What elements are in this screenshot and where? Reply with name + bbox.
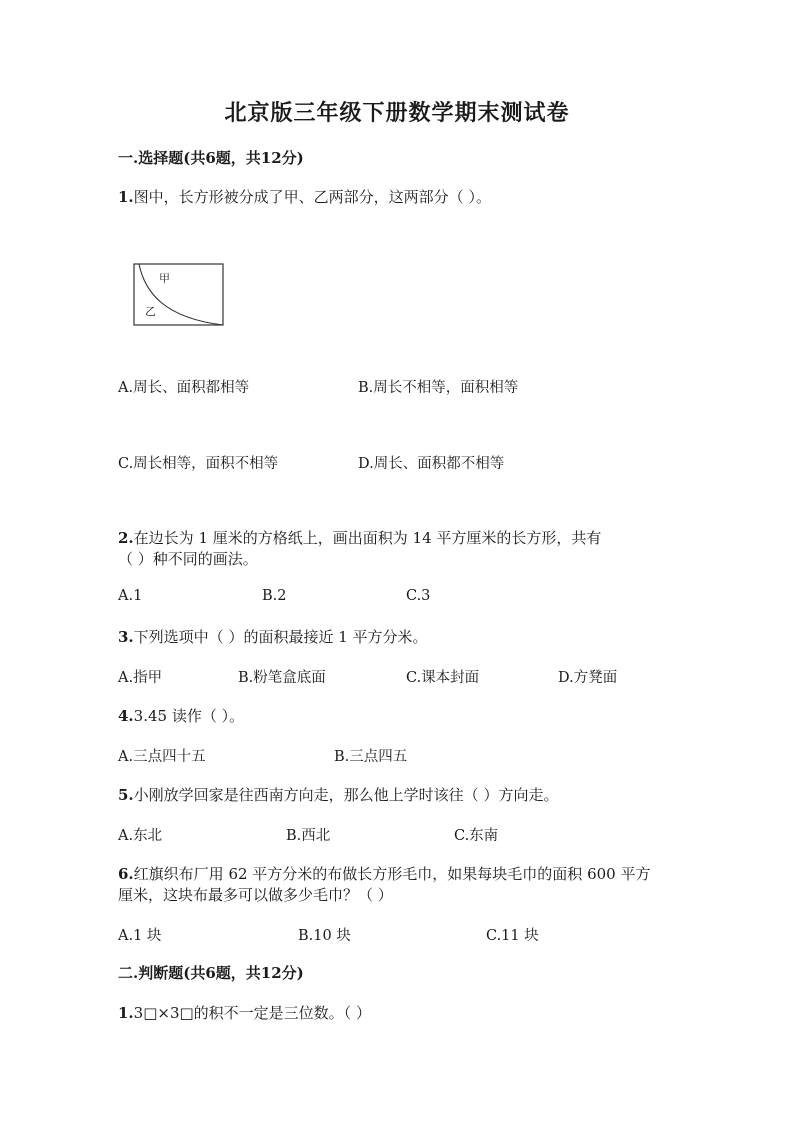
- question-text: 3□×3□的积不一定是三位数。（ ）: [133, 1004, 371, 1022]
- question-text: 在边长为 1 厘米的方格纸上，画出面积为 14 平方厘米的长方形，共有: [133, 529, 602, 547]
- q2-option-a: A.1: [118, 588, 143, 604]
- question-number: 1.: [118, 1004, 134, 1022]
- q5-option-b: B.西北: [286, 828, 331, 844]
- q3-option-a: A.指甲: [118, 670, 163, 686]
- q4-option-b: B.三点四五: [334, 749, 408, 765]
- q4-option-a: A.三点四十五: [118, 749, 206, 765]
- page-title: 北京版三年级下册数学期末测试卷: [224, 100, 570, 126]
- q1-option-c: C.周长相等，面积不相等: [118, 456, 279, 472]
- question-text: 下列选项中（ ）的面积最接近 1 平方分米。: [133, 628, 428, 646]
- section-heading-choice: 一.选择题(共6题，共12分): [118, 149, 304, 167]
- rectangle-split-figure: [133, 263, 227, 329]
- q1-option-d: D.周长、面积都不相等: [358, 456, 505, 472]
- question-number: 6.: [118, 865, 134, 883]
- question-3: [118, 626, 428, 647]
- q1-option-b: B.周长不相等，面积相等: [358, 380, 519, 396]
- question-4: [118, 705, 244, 726]
- question-number: 4.: [118, 707, 134, 725]
- question-6-line2: 厘米，这块布最多可以做多少毛巾？（ ）: [118, 886, 393, 904]
- q6-option-a: A.1 块: [118, 928, 162, 944]
- question-2-line2: （ ）种不同的画法。: [118, 550, 258, 568]
- question-text: 红旗织布厂用 62 平方分米的布做长方形毛巾，如果每块毛巾的面积 600 平方: [133, 865, 651, 883]
- question-number: 5.: [118, 786, 134, 804]
- q2-option-c: C.3: [406, 588, 431, 604]
- q3-option-d: D.方凳面: [558, 670, 618, 686]
- q6-option-c: C.11 块: [486, 928, 539, 944]
- q3-option-c: C.课本封面: [406, 670, 480, 686]
- question-number: 1.: [118, 188, 134, 206]
- question-text: 图中，长方形被分成了甲、乙两部分，这两部分（ ）。: [133, 188, 491, 206]
- question-6: [118, 863, 650, 884]
- question-text: 小刚放学回家是往西南方向走，那么他上学时该往（ ）方向走。: [133, 786, 559, 804]
- q5-option-c: C.东南: [454, 828, 499, 844]
- figure-label-yi: 乙: [145, 305, 156, 318]
- judgment-1: [118, 1002, 371, 1023]
- question-1: [118, 186, 491, 207]
- q6-option-b: B.10 块: [298, 928, 351, 944]
- question-text: 3.45 读作（ ）。: [133, 707, 245, 725]
- section-heading-judgment: 二.判断题(共6题，共12分): [118, 964, 304, 982]
- q5-option-a: A.东北: [118, 828, 163, 844]
- question-2: [118, 527, 601, 548]
- question-number: 3.: [118, 628, 134, 646]
- question-number: 2.: [118, 529, 134, 547]
- q3-option-b: B.粉笔盒底面: [238, 670, 326, 686]
- figure-label-jia: 甲: [159, 272, 170, 285]
- q1-option-a: A.周长、面积都相等: [118, 380, 250, 396]
- question-5: [118, 784, 558, 805]
- q2-option-b: B.2: [262, 588, 287, 604]
